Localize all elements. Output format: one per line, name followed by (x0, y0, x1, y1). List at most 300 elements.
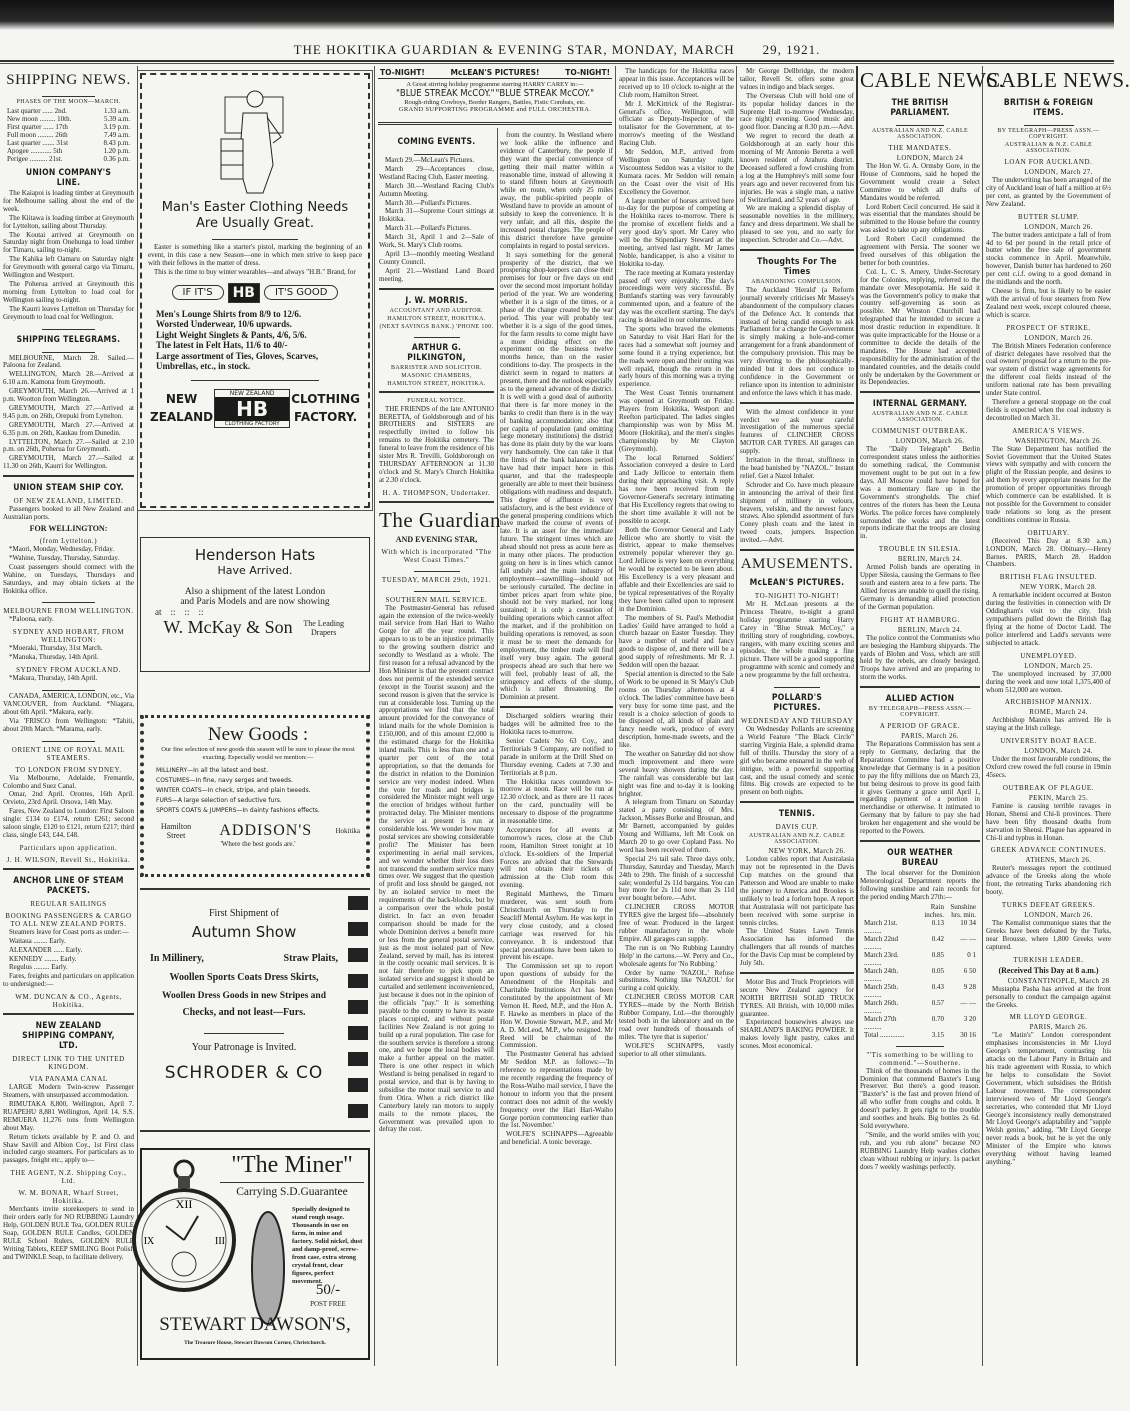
paragraph: Experienced housewives always use SHARLAND'S BAKING POWDER. It makes lovely light pastry, cakes and scones. Most economical. (740, 1018, 854, 1051)
sub-heading: REGULAR SAILINGS (30, 899, 107, 908)
decorative-strip (348, 896, 368, 1124)
paragraph: Fares, New Zealand to London: First Saloon single: £134 to £174, return £261; second saloon single, £120 to £121, return £217; third class, single £43, £44, £48. (3, 807, 134, 839)
hb-logo: HB (228, 283, 260, 303)
sub-heading: TUESDAY, MARCH 29th, 1921. (381, 575, 492, 584)
sub-heading: TURKS DEFEAT GREEKS. (1001, 901, 1096, 910)
paragraph: (Received This Day at 8.30 a.m.) LONDON, March 28. Obituary.—Henry Barnes. PARIS, March 28. Haddon Chambers. (986, 536, 1111, 569)
kicker: BY TELEGRAPH—PRESS ASSN.—COPYRIGHT. (868, 706, 972, 719)
table-cell: March 26th. .......... (864, 998, 899, 1015)
paragraph: GREYMOUTH, March 26.—Arrived at 1 p.m. Wootton from Wellington. (3, 387, 134, 404)
ad-text: Woollen Dress Goods in new Stripes and (162, 991, 326, 1001)
divider (414, 566, 460, 572)
table-cell: March 23rd. .......... (864, 950, 899, 967)
table-cell: First quarter ...... 17th (7, 123, 68, 131)
paragraph: CLINCHER CROSS MOTOR TYRES give the largest life—absolutely free of wear. Produced in the largest rubber manufactory in the whole Empire. All garages can supply. (619, 903, 734, 943)
table-cell: 3 20 (963, 1014, 976, 1023)
foreign-items-column (986, 68, 1130, 1368)
goods-item: SPORTS COATS & JUMPERS—In dainty fashions effects. (156, 807, 320, 814)
table-cell: 10 34 (960, 918, 976, 927)
paragraph: The weather on Saturday did not show much improvement and there were several heavy showers during the day. The rainfall was considerable but last night was fine and to-day it is looking brighter. (619, 750, 734, 798)
divider (896, 120, 944, 126)
article-heading: UNION STEAM SHIP COY. (13, 483, 124, 494)
film-description: Rough-riding Cowboys, Border Rangers, Battles, Fistic Combats, etc. (404, 99, 586, 106)
dateline: LONDON, March 26. (1024, 911, 1093, 920)
paragraph: Schroder and Co. have much pleasure in announcing the arrival of their first shipment of millinery in velours, beavers, velskin, and the newest fancy straws. Also splendid assortment of furs Coney plush coats and the latest in tweed coats, jumpers. Inspection invited.—Advt. (740, 480, 854, 545)
paragraph: *Wahine, Tuesday, Thursday, Saturday. (9, 553, 120, 562)
article-heading: POLLARD'S PICTURES. (771, 693, 823, 714)
masthead-heading: CABLE NEWS. (986, 68, 1130, 92)
paragraph: A telegram from Timaru on Saturday stated a party consisting of Mrs. Jackson, Misses Burke and Brosnan, and Mr Barnett, accompanied by guides Young and Williams, left Mt Cook on March 20 to go over Copland Pass. No word has been received of them. (619, 798, 734, 854)
dateline: PARIS, March 26. (901, 732, 959, 741)
table-cell: 0.70 (931, 1014, 944, 1023)
dateline: LONDON, March 26. (895, 437, 965, 446)
price-item: The latest in Felt Hats, 11/6 to 40/- (156, 340, 288, 351)
divider (740, 801, 854, 804)
logo-text: CLOTHING FACTORY (224, 420, 280, 427)
paragraph: Special 2½ tail sale. Three days only, Thursday, Saturday and Tuesday, March 24th to 29th. The finish of a successful sale; wonderful 2s 11d bargains. You can buy more for 2s 11d now than 2s 11d ever bought before.—Advt. (619, 854, 734, 903)
table-row (3, 147, 134, 155)
table-row (3, 107, 134, 115)
man-illustration (215, 85, 295, 195)
table-row (860, 951, 980, 967)
kicker: ACCOUNTANT AND AUDITOR. (389, 307, 484, 314)
paragraph: The local observer for the Dominion Meteorological Department reports the following sunshine and rain records for the period ending March 27th:— (860, 869, 980, 901)
sub-heading: TO LONDON FROM SYDNEY. (15, 765, 122, 774)
column-rule (497, 128, 498, 1366)
table-cell: March 27th .......... (864, 1014, 897, 1031)
stewart-dawson-watch-ad (140, 1148, 370, 1360)
sub-heading: SYDNEY FROM AUCKLAND. (16, 666, 121, 675)
sub-heading: FIGHT AT HAMBURG. (880, 615, 960, 624)
paragraph: Both the Governor General and Lady Jellicoe who are shortly to visit the district, appear to make themselves extremely popular wherever they go. Lord Jellicoe is very keen on everything he would be expected to be keen about. His Excellency is a very pleasant and affable and their Excellencies are said to be typical representatives of the Royalty they have been called upon to represent in the Dominion. (619, 525, 734, 613)
paragraph: Special attention is directed to the Sale of Work to be opened in St Mary's Club rooms on Thursday afternoon at 4 o'clock. The ladies' committee have been very busy for some time past, and the result is a choice selection of goods to be disposed of, all kinds of plain and fancy needle work, produce of every description, home-made sweets, and the like. (619, 669, 734, 750)
paragraph: GREYMOUTH, March 27.—Arrived at 9.45 p.m. on 26th, Orepuki from Lyttelton. (3, 403, 134, 420)
ad-subheadline: Have Arrived. (217, 564, 293, 577)
paragraph: Famine is causing terrible ravages in Honan, Shensi and Chi-li provinces. There have been fifty thousand deaths from starvation in Shensi. Plague has appeared in Chi-li and typhus in Honan. (986, 801, 1111, 842)
paragraph: The butter traders anticipate a fall of from 4d to 6d per pound in the retail price of butter when the free sale of government stocks commence in April. Meanwhile, however, Danish butter has hardened to 260 per cent c.i.f. owing to a good demand in the midlands and the north. (986, 230, 1111, 287)
ad-text: Straw Plaits, (283, 953, 338, 964)
watch-case-icon (250, 1208, 286, 1328)
kicker: PHASES OF THE MOON—MARCH. (16, 99, 121, 105)
table-row (3, 115, 134, 123)
divider (414, 332, 460, 338)
table-cell: Last quarter ...... 2nd. (7, 107, 67, 115)
table-row (3, 131, 134, 139)
article-heading: McLEAN'S PICTURES. (749, 578, 845, 589)
paragraph: March 31—Supreme Court sittings at Hokitika. (379, 207, 494, 224)
bold-line: AND EVENING STAR, (395, 534, 478, 544)
paragraph: The United States Lawn Tennis Association has informed the challengers that all rounds of matches for the Davis Cup must be completed by July 5th. (740, 927, 854, 968)
sub-heading: TROUBLE IN SILESIA. (878, 545, 962, 554)
table-cell: Rain inches. (924, 902, 944, 919)
table-row (860, 967, 980, 983)
mcleans-label: McLEAN'S PICTURES! (450, 68, 540, 77)
sub-heading: "'Tis something to be willing to commend."—Southerne. (866, 1050, 974, 1067)
sub-heading: AMERICA'S VIEWS. (1012, 426, 1085, 435)
kicker: AUSTRALIAN AND N.Z. CABLE ASSOCIATION. (748, 833, 846, 846)
paragraph: Mr George Dellbridge, the modern tailor, Revell St. offers some great values in indigo and black serges. (740, 67, 854, 91)
hb-clothing-ad (140, 73, 370, 508)
cable-news-column (860, 68, 1005, 1368)
schroder-autumn-ad (140, 888, 370, 1132)
paragraph: *Paloona, early. (9, 615, 54, 624)
paragraph: The Reparations Commission has sent a reply to Germany, declaring that the Reparations Committee had a positive knowledge that Germany is in a position to pay the fifty millions due on March 23, but being desirous to prove its good faith it gives Germany a grace until April 1, regarding payment of a portion in merchandise or otherwise. It intimated to Germany that by failure to pay she had broken her engagement and she would be reported to the Powers. (860, 740, 980, 836)
paragraph: March 29.—McLean's Pictures. (385, 156, 475, 164)
paragraph: Steamers leave for Coast ports as under:— (9, 927, 129, 936)
table-cell: Perigee .......... 21st. (7, 155, 63, 163)
paragraph: Reginald Matthews, the Timaru murderer, was sent south from Christchurch on Thursday to the Seacliff Mental Asylum. He was kept in very close custody, and a closed carriage was reserved for his conveyance. It is understood that special precautions have been taken to prevent his escape. (500, 890, 613, 962)
table-cell: 0.05 (931, 966, 944, 975)
sub-heading: WEDNESDAY AND THURSDAY (740, 717, 854, 726)
paragraph: Omar, 2nd April. Orontes, 16th April. Orvieto, 23rd April. Orsova, 14th May. (3, 790, 134, 807)
divider (740, 249, 854, 252)
brand-text: NEW (165, 392, 198, 407)
dateline: ATHENS, March 26. (1025, 856, 1092, 865)
table-cell: Apogee ............ 5th (7, 147, 63, 155)
dateline: LONDON, March 26. (1024, 222, 1093, 231)
shop-name: ADDISON'S (219, 822, 313, 839)
paragraph: KENNEDY ........ Early. (9, 954, 77, 963)
mcleans-pictures-ad (378, 67, 612, 125)
price-item: Men's Lounge Shirts from 8/9 to 12/6. (156, 308, 302, 319)
sub-heading: A PERIOD OF GRACE. (879, 722, 961, 731)
paragraph: Armed Polish bands are operating in Upper Silesia, causing the Germans to flee south and eastern area to a few parts. The Allied forces are unable to quell the rising. Germany is demanding allied protection of the German population. (860, 563, 980, 611)
table-cell: March 25th. .......... (864, 982, 899, 999)
sub-heading: LOAN FOR AUCKLAND. (1004, 158, 1093, 166)
supporting-programme: GRAND SUPPORTING PROGRAMME and FULL ORCHESTRA. (398, 106, 592, 113)
sub-heading: SOUTHERN MAIL SERVICE. (385, 595, 488, 604)
paragraph: Mr Seddon, M.P., arrived from Wellington on Saturday night. Viscountess Seddon was a visitor to the Kumara races. Mr Seddon will remain on the Coast over the visit of His Excellency the Governor. (619, 148, 734, 196)
article-heading: COMING EVENTS. (397, 137, 476, 147)
shop-town: Hokitika (335, 827, 360, 835)
pocket-watch-icon (144, 1158, 224, 1308)
paragraph: Mustapha Pasha has arrived at the front personally to conduct the campaign against the Greeks. (986, 984, 1111, 1009)
sub-heading: DIRECT LINK TO THE UNITED KINGDOM. (12, 1055, 125, 1072)
paragraph: April 21.—Westland Land Board meeting. (379, 266, 494, 283)
table-cell: March 21st. .......... (864, 918, 898, 935)
price-item: Worsted Underwear, 10/6 upwards. (156, 319, 292, 330)
divider (42, 736, 94, 742)
dateline: CONSTANTINOPLE, March 28 (1007, 976, 1110, 985)
sub-heading: SYDNEY AND HOBART, FROM WELLINGTON: (12, 628, 125, 645)
column-rule (137, 66, 138, 1366)
paragraph: A remarkable incident occurred at Boston during the festivities in connection with Dr Oddingham's visit to the city. Irish sympathisers pulled down the British flag flying at the home of Doctor Ladd. The police interfered and Ladd's servants were subjected to attack. (986, 591, 1111, 647)
masthead-heading: CABLE NEWS. (860, 68, 1005, 92)
logo-text: NEW ZEALAND (229, 389, 275, 397)
article-heading: OUR WEATHER BUREAU (887, 848, 953, 868)
table-cell: Last quarter ....... 31st (7, 139, 69, 147)
table-cell (864, 903, 912, 919)
sub-heading: W. M. BONAR, Wharf Street, Hokitika. (18, 1189, 119, 1206)
shop-street: Hamilton Street (160, 822, 192, 840)
table-cell: — — (960, 998, 976, 1007)
sub-heading: H. A. THOMPSON, Undertaker. (382, 488, 491, 497)
table-cell: 0.42 (931, 934, 944, 943)
slogan-text: IT'S GOOD (264, 285, 339, 300)
paragraph: The run is on 'No Rubbing Laundry Help' in the cartons.—W. Perry and Co., wholesale agents for 'No Rubbing.' (619, 943, 734, 968)
paragraph: LARGE Modern Twin-screw Passenger Steamers, with unsurpassed accommodation. (3, 1083, 134, 1100)
shop-address: The Treasure House, Stewart Dawson Corner, Christchurch. (184, 1340, 326, 1346)
goods-list (156, 766, 360, 816)
column-rule (982, 66, 983, 1366)
paragraph: *Moeraki, Thursday, 31st March. (9, 644, 103, 653)
table-cell: Total .............. (864, 1030, 905, 1039)
kicker: AUSTRALIAN AND N.Z. CABLE ASSOCIATION. (871, 411, 969, 424)
paragraph: Coast passengers should connect with the Wahine, on Tuesdays, Thursdays and Saturdays, and may obtain tickets at the Hokitika office. (3, 562, 134, 595)
kicker: (NEXT SAVINGS BANK.) 'PHONE 100. (379, 323, 494, 330)
price-list (148, 309, 362, 372)
dateline: PARIS, March 26. (1029, 1023, 1088, 1032)
goods-item: COSTUMES—In fine, navy serges and tweeds. (156, 777, 294, 784)
paragraph: The Auckland 'Herald' (a Reform journal) severely criticises Mr Massey's abandonment of the compulsory clauses of the Defence Act. It contends that instead of being candid enough to ask Parliament for a change the Government is simply making a hole-and-corner arrangement for a frank abandonment of the compulsory provision. This may be very diverting to the philosophically-minded but it does not conduce to confidence in the Government or reliance upon its intention to administer and enforce the laws which it has made. (740, 285, 854, 397)
divider (3, 868, 134, 871)
paragraph: On Wednesday Pollards are screening a World Feature "The Black Circle" starring Virginia Hale, a splendid drama full of thrills. Thursday the story of a girl who became ensnared in the web of intrigue, with a powerful supporting cast, and the usual comedy and scenic films. Big crowds are expected to be present on both nights. (740, 725, 854, 797)
divider (1024, 120, 1074, 126)
news-column (500, 132, 613, 1367)
article-heading: INTERNAL GERMANY. (872, 399, 968, 410)
table-cell: — — (960, 934, 976, 943)
table-row (3, 123, 134, 131)
sub-heading: UNIVERSITY BOAT RACE. (1000, 737, 1097, 746)
sub-heading: VIA PANAMA CANAL (29, 1075, 108, 1084)
paragraph: The Overseas Club will hold one of its popular holiday dances in the Supreme Hall to-morrow (Wednesday, race night) evening. Good music and good floor. Dancing at 8.30 p.m.—Advt. (740, 91, 854, 132)
divider (42, 685, 94, 691)
price-item: Light Weight Singlets & Pants, 4/6, 5/6. (156, 329, 307, 340)
ad-headline: Henderson Hats (194, 546, 316, 564)
ad-headline: Man's Easter Clothing Needs (161, 200, 349, 215)
issue-date: 29, 1921. (762, 42, 821, 57)
paragraph: Cheese is firm, but is likely to be easier with the arrival of four steamers from New Zealand next week, except coloured cheese, which is scarce. (986, 286, 1111, 319)
sub-heading: UNEMPLOYED. (1020, 651, 1077, 660)
kicker: AUSTRALIAN AND N.Z. CABLE ASSOCIATION. (871, 128, 969, 140)
paragraph: The police control the Communists who are besieging the Hamburg shipyards. The yards of Blohm and Voss, which are still held by the rebels, are closely besieged. Troops have arrived and are preparing to storm the works. (860, 633, 980, 682)
divider (3, 475, 134, 478)
bold-line: (Received This Day at 8 a.m.) (998, 965, 1099, 975)
sub-heading: DAVIS CUP. (775, 823, 819, 832)
paragraph: The "Daily Telegraph" Berlin correspondent states unless the authorities do something radical, the Communist movement ought to be put out in a few days. All Moscow could have hoped for was a momentary flare up in the Government's strongholds. The chief centres of the rioters has been the Leuna Works. The police forces have completely surrounded the works and the latest reports indicate that the troops are closing in. (860, 445, 980, 541)
paragraph: The handicaps for the Hokitika races appear in this issue. Acceptances will be received up to 10 o'clock to-night at the Club room, Hamilton Street. (619, 67, 734, 99)
paragraph: Archbishop Mannix has arrived. He is staying at the Irish college. (986, 716, 1111, 733)
paragraph: GREYMOUTH, March 27.—Sailed at 11.30 on 26th, Kaurri for Wellington. (3, 454, 134, 471)
dateline: LONDON, March 24 (896, 154, 964, 162)
local-news-column (619, 68, 734, 1368)
sub-heading: THE MANDATES. (888, 144, 952, 152)
kicker: HAMILTON STREET, HOKITIKA. (387, 315, 486, 322)
paragraph: WOLFE'S SCHNAPPS, vastly superior to all other stimulants. (619, 1041, 734, 1058)
table-cell: 1.33 a.m. (103, 107, 130, 115)
paragraph: The Kaiapoi is loading timber at Greymouth for Melbourne sailing about the end of the week. (3, 189, 134, 213)
table-cell: 0.85 (931, 950, 944, 959)
price: 50/- (315, 1282, 341, 1298)
slogan-text: IF IT'S (172, 285, 224, 300)
paragraph: The Kiitawa is loading timber at Greymouth for Lyttelton, sailing about Thursday. (3, 213, 134, 230)
paragraph: from the country. In Westland where we look alike the influence and evidence of Canterbury, the people if they want the special convenience of getting their mail matter within a reasonable time, instead of allowing it to stand fifteen hours at Greymouth while en route, when only 25 miles away, the public-spirited people of Westland have to provide an amount of subsidy to keep the convenience. It is very unfair, and all this, despite the increased postal charges. The people of this district therefore have genuine complaints in regard to postal services. (500, 131, 613, 250)
table-row (860, 1015, 980, 1031)
paragraph: The State Department has notified the Soviet Government that the United States views with sympathy and with concern the plight of the Russian people, and desires to aid them by every appropriate means for the promotion of proper opportunities through which commerce can be established. It is not possible for the Government to consider trade relations so long as the present conditions continue in Russia. (986, 444, 1111, 524)
hb-factory-banner (148, 389, 362, 428)
paragraph: ALEXANDER ...... Early. (9, 945, 83, 954)
shop-name: STEWART DAWSON'S, (159, 1314, 351, 1335)
divider (42, 91, 94, 97)
hb-factory-logo (214, 389, 290, 428)
sub-heading: MR LLOYD GEORGE. (1009, 1013, 1088, 1022)
table-cell: 5.39 a.m. (103, 115, 130, 123)
table-cell: 0.36 p.m. (103, 155, 130, 163)
ad-headline: "The Miner" (231, 1152, 353, 1178)
paragraph: The unemployed increased by 37,000 during the week and now total 1,375,400 of whom 512,000 are women. (986, 669, 1111, 694)
sub-heading: With which is incorporated "The West Coast Times." (381, 547, 492, 564)
paragraph: Under the most favourable conditions, the Oxford crew rowed the full course in 19min 45secs. (986, 755, 1111, 780)
paragraph: Mr H. McLean presents at the Princess Theatre, to-night a grand holiday programme starring Harry Carey in "Blue Streak McCoy," a thrilling story of roughriding, cowboys, rangers, with many exciting scenes and episodes, the whole making a fine picture. There will be a good supporting programme with scenic and comedy and a new programme by the full orchestra. (740, 600, 854, 680)
paragraph: The Kahika left Oamaru on Saturday night for Greymouth with general cargo via Timaru, Wellington and Westport. (3, 255, 134, 280)
column-rule (736, 66, 737, 1366)
paragraph: March 29—Acceptances close, Westland Racing Club, Easter meeting. (379, 164, 494, 181)
divider (414, 149, 460, 155)
paragraph: Motor Bus and Truck Proprietors will secure New Zealand agency for NORTH BRITISH SOLID TRUCK TYRES. All British, with 10,000 miles guarantee. (740, 977, 854, 1018)
sub-heading: MELBOURNE FROM WELLINGTON. (3, 607, 134, 616)
tonight-label: TO-NIGHT! (565, 68, 610, 77)
paragraph: "Le Matin's" London correspondent emphasises inconsistencies in Mr Lloyd George's temperament, contrasting his attacks on the Labour Party in Britain and his trade agreement with Russia, to which he helps to consolidate the Soviet Government, which subsidises the British Labour movement. The correspondent interviewed two of Mr Lloyd George's secretaries, who contended that Mr Lloyd George's inconsistency really demonstrated Mr Lloyd George's adaptability and "supple Welsh genius," adding, "Mr Lloyd George never reads a book, but he is yet the only Minister of the Empire who knows everything without having learned anything." (986, 1031, 1111, 1166)
paragraph: Irritation in the throat, stuffiness in the head banished by "NAZOL." Instant relief. Get a Nazol Inhaler. (740, 456, 854, 480)
paragraph: Reuter's messages report the continued advance of the Greeks along the whole front, the retreating Turks abandoning rich booty. (986, 864, 1111, 897)
paragraph: Acceptances for all events at tomorrow's races, close at the Club room, Hamilton Street tonight at 10 o'clock. Ex-soldiers of the Imperial Forces are advised that the Stewards will not obtain their tickets of admission at the Club room this evening. (500, 825, 613, 890)
masthead-heading: The Guardian (379, 507, 502, 532)
shop-name: SCHRODER & CO (164, 1063, 324, 1083)
divider (42, 347, 94, 353)
sub-heading: GREEK ADVANCE CONTINUES. (990, 846, 1107, 855)
divider (860, 840, 980, 843)
hb-slogan (148, 283, 362, 303)
dateline: WASHINGTON, March 26. (1014, 436, 1103, 445)
ad-headline: Autumn Show (191, 923, 297, 941)
kicker: HAMILTON STREET, HOKITIKA. (387, 380, 486, 387)
ad-text: In Millinery, (150, 953, 204, 964)
sub-heading: BUTTER SLUMP. (1017, 212, 1080, 221)
table-cell: Full moon ......... 26th (7, 131, 68, 139)
paragraph: Lord Robert Cecil condemned the agreement with Persia. The sooner we freed ourselves of this obligation the better for both countries. (860, 235, 980, 267)
article-heading: ARTHUR G. PILKINGTON, (407, 342, 466, 363)
paragraph: A large number of horses arrived here to-day for the purpose of competing at the Hokitika races to-morrow. There is the promise of excellent fields and a very good day's sport. Mr Carey who will be the Stipendiary Steward at the meeting, arrived last night. Mr James Noble, handicapper, is also a visitor to Hokitika to-day. (619, 196, 734, 268)
ad-body: at :: :: :: (155, 607, 204, 617)
paragraph: The race meeting at Kumara yesterday passed off very enjoyably. The day's proceedings were very successful. By Buttland's starting was very favourably commented upon, and a feature of the day was the excellent starting. The day's racing is detailed in our columns. (619, 268, 734, 325)
paragraph: Think of the thousands of homes in the Dominion that commend Baxter's Lung Preserver. But there's a good reason. "Baxter's" is the fast and proven friend of all who suffer from coughs and colds. It doesn't parley. It gets right to the trouble and soothes and heals. Big bottles 2s 6d. Sold everywhere. (860, 1066, 980, 1130)
paragraph: WELLINGTON, March 28.—Arrived at 6.10 a.m. Kamona from Greymouth. (3, 370, 134, 387)
local-news-column-2 (740, 68, 854, 1368)
table-cell: 3.19 p.m. (103, 123, 130, 131)
sub-heading: OF NEW ZEALAND, LIMITED. (13, 497, 124, 506)
addisons-new-goods-ad (140, 715, 370, 877)
paragraph: LYTTELTON, March 27.—Sailed at 2.10 p.m. on 26th, Poherua for Greymouth. (3, 437, 134, 454)
divider (774, 682, 820, 688)
ornament-rule (212, 234, 298, 240)
paragraph: It says something for the general prosperity of the district, that we prospering shop-keepers can close their premises for four or five days on end over the second most important holiday period of the year. We are wondering whether it is a sign of the times, or a phase of the change created by the war period. This year will probably test whether it is a sign of the good times, for the farm results to come might have a more dividing effect on the experiment on the business twelve months hence, than on the easier conditions to-day. The prospects in the district seem in regard to matters at present, there and the outlook especially as to the general advance of the district. It is well with a good deal of authority that there is far more money in the banks to credit than there is in the way of banking accommodation; also that per capita of population (and omitting large monetary institutions) the district has done its plain duty by the war loans very handsomely. One can take it that the limits of the bank balances period have had their impact here in this quarter, and that the tradespeople generally are able to meet their business obligations with readiness and despatch. This degree of affluence is very satisfactory, and is the best evidence of the general prospering conditions which have marked the course of events of late. It is an asset for the immediate future. The stringent times which are ahead should not press as acute here as in many other places. The production going on here is in lines which cannot fall unduly and the main industry of employment—sawmilling—should not be seriously curtailed. The decline in timber prices apart from white pine, should not be very marked, nor long sustained; it is only a cessation of building operations which cannot affect the market, and if the prohibition on building operations is removed, as soon it must be to meet the demands for employment, the timber trade will find itself very busy again. The general prospects ahead are such that here we will feel, probably least of all, the stringency and effects of the slump, which is rather threatening the Dominion at present. (500, 250, 613, 702)
column-rule (374, 66, 375, 1366)
sub-heading: ORIENT LINE OF ROYAL MAIL STEAMERS. (11, 745, 126, 762)
table-cell: 8.43 p.m. (103, 139, 130, 147)
paragraph: WOLFE'S SCHNAPPS—Agreeable and beneficial. A tonic beverage. (500, 1130, 613, 1147)
article-heading: THE BRITISH PARLIAMENT. (890, 98, 950, 118)
table-cell: 0.57 (931, 998, 944, 1007)
divider (896, 1041, 944, 1047)
shop-tagline: The Leading Drapers (303, 618, 344, 637)
sub-heading: OBITUARY. (1027, 528, 1070, 537)
kicker: BARRISTER AND SOLICITOR. (391, 364, 482, 371)
paragraph: RIMUTAKA 8,800, Wellington, April 7. RUAPEHU 8,881 Wellington, April 14. S.S. REMUERA 11,276 tons from Wellington about May. (3, 1100, 134, 1132)
table-row (860, 935, 980, 951)
price-item: Umbrellas, etc., in stock. (156, 361, 251, 372)
dateline: NEW YORK, March 28. (1019, 583, 1097, 592)
dateline: LONDON, March 24. (1024, 747, 1093, 756)
article-heading: ALLIED ACTION (885, 694, 955, 705)
sub-heading: J. H. WILSON, Revell St., Hokitika. (6, 855, 131, 864)
ad-text: Your Patronage is Invited. (191, 1042, 297, 1053)
paragraph: *Maori, Monday, Wednesday, Friday. (9, 545, 115, 553)
table-row (860, 1031, 980, 1039)
paragraph: The local Returned Soldiers' Association conveyed a desire to Lord and Lady Jellicoe to entertain them during their approaching visit. A reply has now been received from the Governor-General's secretary intimating that His Excellency regrets that owing to the short time available it will not be possible to accept. (619, 453, 734, 525)
article-heading: SHIPPING TELEGRAMS. (16, 334, 121, 345)
ad-body: and Paris Models and are now showing (180, 597, 330, 607)
divider (740, 972, 854, 975)
kicker: FUNERAL NOTICE. (407, 397, 466, 404)
paragraph: We are making a splendid display of seasonable novelties in the millinery, fancy and dress department. We shall be pleased to see you, and no early for inspection. Schroder and Co.—Advt. (740, 204, 854, 245)
paragraph: Therefore a general stoppage on the coal fields is expected when the coal industry is decontrolled on March 31. (986, 397, 1111, 422)
sub-heading: (from Lyttelton.) (39, 537, 98, 545)
programme-intro: A Great stirring holiday programme starring HARRY CAREY in:— (406, 81, 584, 88)
table-row (860, 903, 980, 919)
dateline: PEKIN, March 25. (1028, 793, 1089, 802)
ad-text: Checks, and not least—Furs. (182, 1007, 306, 1018)
sub-heading: PROSPECT OF STRIKE. (1006, 323, 1091, 332)
sub-heading: Particulars upon application. (19, 843, 118, 852)
paragraph: The sports who braved the elements on Saturday to visit Hari Hari for the races had a somewhat soft journey and some found it a trying experience, but the roads were open and their outing was well repaid, though the return in the early hours of this morning was a trying experience. (619, 325, 734, 389)
dateline: BERLIN, March 24. (897, 555, 963, 564)
page-header (0, 42, 1114, 58)
svg-text:IX: IX (143, 1236, 155, 1247)
paragraph: We regret to record the death at Goldsborough at an early hour this morning of Mr Antonio Beretta a well known resident of Arahura district. Deceased suffered a fowl crushing from a log at the Humphrey's mill some four years ago and never recovered from his injuries. He was a single man, a native of Switzerland, and 52 years of age. (740, 132, 854, 204)
film-title: "BLUE STREAK McCOY." (495, 88, 594, 99)
paragraph: April 13—monthly meeting Westland County Council. (379, 249, 494, 266)
brand-text: CLOTHING (291, 392, 360, 407)
goods-item: MILLINERY—In all the latest and best. (156, 767, 269, 774)
ad-headline: New Goods : (207, 724, 309, 745)
table-cell: 0.13 (931, 918, 944, 927)
paragraph: *Manuka, Thursday, 14th April. (9, 653, 99, 662)
table-row (860, 983, 980, 999)
paragraph: Return tickets available by P. and O. and Shaw Savill and Albion Coy., 1st First class included cargo steamers. For particulars as to passages, freight etc., apply to— (3, 1132, 134, 1165)
divider (740, 402, 854, 405)
ad-subheadline: Carrying S.D.Guarantee (220, 1182, 364, 1198)
film-title: "BLUE STREAK McCOY." (395, 88, 495, 99)
table-cell: 9 28 (963, 982, 976, 991)
paragraph: MELBOURNE, March 28. Sailed.—Paloona for Zealand. (3, 353, 134, 370)
scan-edge (0, 0, 1114, 30)
paragraph: March 30.—Westland Racing Club's Autumn Meeting. (379, 181, 494, 198)
ad-body: Also a shipment of the latest London (184, 587, 326, 597)
divider (860, 686, 980, 689)
article-heading: UNION COMPANY'S LINE. (25, 168, 112, 188)
table-cell: 7.49 a.m. (103, 131, 130, 139)
paragraph: The British Miners Federation conference of district delegates have resolved that the coal owners' proposal for a return to the pre-war system of district wage agreements for the different coal fields instead of the uniform national rate has been prevailing under State control. (986, 341, 1111, 398)
table-cell: 0.43 (931, 982, 944, 991)
article-heading: NEW ZEALAND SHIPPING COMPANY, LTD. (22, 1021, 115, 1052)
paragraph: Discharged soldiers wearing their badges will be admitted free to the Hokitika races to-morrow. (500, 712, 613, 737)
dateline: LONDON, March 26. (1024, 333, 1093, 342)
paragraph: March 31, April 1 and 2—Sale of Work, St. Mary's Club rooms. (379, 233, 494, 250)
dateline: BERLIN, March 24. (897, 625, 963, 634)
sub-heading: THE AGENT, N.Z. Shipping Coy., Ltd. (10, 1169, 127, 1186)
price-item: Large assortment of Ties, Gloves, Scarves, (156, 350, 319, 361)
sub-heading: ARCHBISHOP MANNIX. (1004, 698, 1093, 707)
